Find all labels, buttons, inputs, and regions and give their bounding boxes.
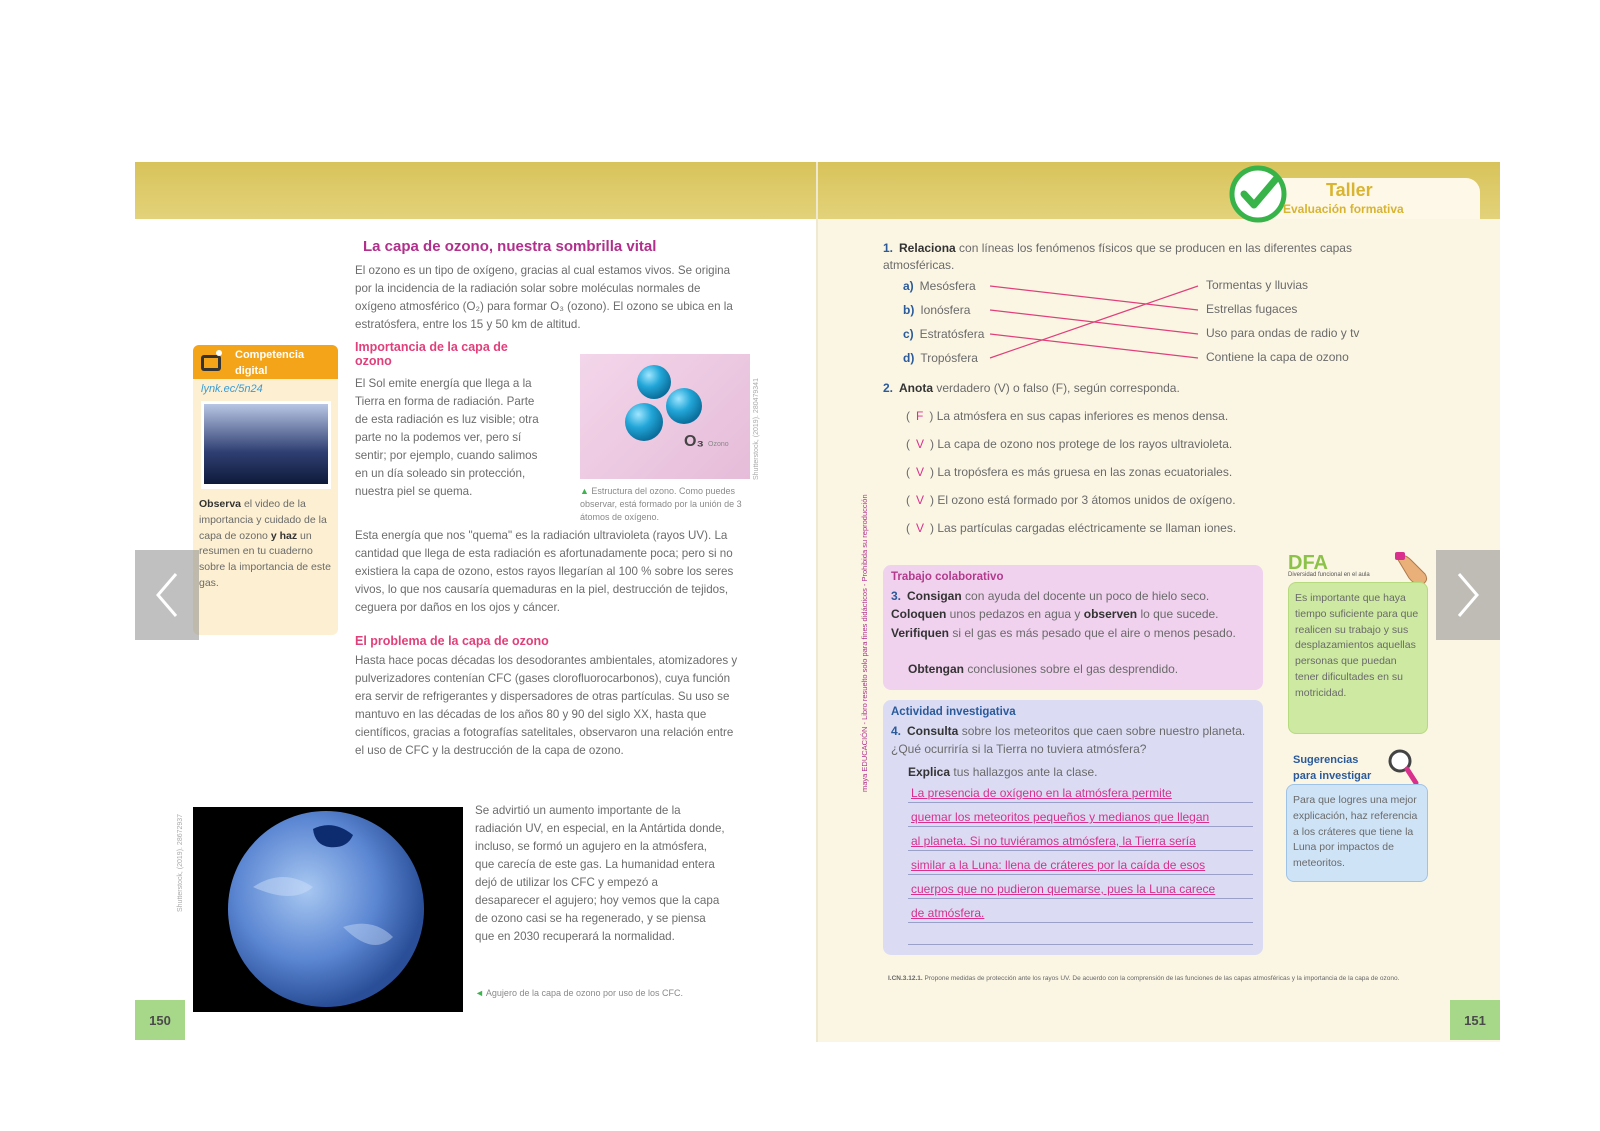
page-number-left: 150	[135, 1000, 185, 1040]
question-4-explain: Explica tus hallazgos ante la clase.	[908, 765, 1098, 779]
tf-item: ( V ) El ozono está formado por 3 átomos unidos de oxígeno.	[906, 493, 1236, 507]
earth-illustration	[193, 807, 463, 1012]
digital-competence-box	[193, 345, 338, 635]
section-importance-title: Importancia de la capa de ozono	[355, 340, 508, 368]
taller-subtitle: Evaluación formativa	[1283, 202, 1404, 216]
answer-rule	[908, 922, 1253, 923]
answer-rule	[908, 850, 1253, 851]
question-3: 3. Consigan con ayuda del docente un poco de hielo seco. Coloquen unos pedazos en agua y observen lo que sucede. Verifiquen si el gas es más pesado que el aire o menos pesado.	[891, 589, 1236, 640]
tf-item: ( F ) La atmósfera en sus capas inferiores es menos densa.	[906, 409, 1229, 423]
molecule-caption: ▲ Estructura del ozono. Como puedes observar, está formado por la unión de 3 átomos de oxígeno.	[580, 486, 742, 523]
section-importance-text: El Sol emite energía que llega a la Tierra en forma de radiación. Parte de esta radiación es luz visible; otra parte no la podemos ver, pero sí sentir; por ejemplo, cuando salimos en un día soleado sin protección, nuestra piel se quema.	[355, 377, 539, 498]
section-recovery-text: Se advirtió un aumento importante de la radiación UV, en especial, en la Antártida donde, incluso, se formó un agujero en la atmósfera, que carecía de este gas. La humanidad entera dejó de utilizar los CFC y empezó a desaparecer el agujero; hoy vemos que la capa de ozono casi se ha regenerado, y se piensa que en 2030 recuperará la normalidad.	[475, 804, 725, 943]
tf-item: ( V ) La capa de ozono nos protege de los rayos ultravioleta.	[906, 437, 1233, 451]
answer-line: de atmósfera.	[911, 906, 985, 920]
digital-competence-header	[193, 345, 338, 379]
research-tips-text: Para que logres una mejor explicación, haz referencia a los cráteres que tiene la Luna por impactos de meteoritos.	[1293, 794, 1418, 869]
tablet-icon	[199, 349, 225, 375]
research-activity-panel	[883, 700, 1263, 955]
dfa-box	[1288, 582, 1428, 734]
ozone-molecule-illustration	[580, 354, 750, 479]
digital-competence-title: Competencia digital	[235, 349, 305, 377]
section-problem-title: El problema de la capa de ozono	[355, 634, 549, 648]
answer-line: La presencia de oxígeno en la atmósfera permite	[911, 786, 1172, 800]
match-left-a: a) Mesósfera	[903, 279, 976, 293]
answer-rule	[908, 898, 1253, 899]
vertical-brand-notice: maya EDUCACIÓN - Libro resuelto solo para fines didácticos - Prohibida su reproducción	[860, 494, 869, 792]
match-right-1: Tormentas y lluvias	[1206, 278, 1309, 292]
research-tips-box	[1286, 784, 1428, 882]
question-4: 4. Consulta sobre los meteoritos que caen sobre nuestro planeta. ¿Qué ocurriría si la Tierra no tuviera atmósfera?	[891, 724, 1246, 757]
tf-item: ( V ) La tropósfera es más gruesa en las zonas ecuatoriales.	[906, 465, 1233, 479]
dfa-subtitle: Diversidad funcional en el aula	[1288, 572, 1370, 578]
molecule-image-credit: Shutterstock, (2019). 280479341	[753, 378, 760, 480]
matching-lines	[988, 280, 1208, 370]
page-title: La capa de ozono, nuestra sombrilla vital	[363, 238, 657, 255]
left-page	[135, 162, 817, 1042]
question-1: 1. Relaciona con líneas los fenómenos físicos que se producen en las diferentes capas atmosféricas.	[883, 241, 1352, 273]
collaborative-work-title: Trabajo colaborativo	[891, 571, 1004, 583]
video-frame	[204, 404, 328, 484]
next-page-button[interactable]	[1436, 550, 1500, 640]
ozone-molecule-image	[580, 354, 750, 479]
answer-line: quemar los meteoritos pequeños y medianos que llegan	[911, 810, 1210, 824]
molecule-formula: O₃	[684, 433, 704, 450]
answer-rule	[908, 826, 1253, 827]
digital-competence-text: Observa el video de la importancia y cuidado de la capa de ozono y haz un resumen en tu cuaderno sobre la importancia de este gas.	[199, 498, 331, 589]
header-band	[135, 162, 817, 219]
collaborative-work-panel	[883, 565, 1263, 690]
answer-line: cuerpos que no pudieron quemarse, pues la Luna carece	[911, 882, 1216, 896]
match-left-c: c) Estratósfera	[903, 327, 985, 341]
chevron-left-icon	[152, 570, 182, 620]
footnote: I.CN.3.12.1. Propone medidas de protección ante los rayos UV. De acuerdo con la comprensión de las funciones de las capas atmosféricas y la importancia de la capa de ozono.	[888, 975, 1400, 982]
video-link[interactable]: lynk.ec/5n24	[201, 383, 263, 395]
earth-image-credit: Shutterstock, (2019). 28672937	[177, 813, 184, 912]
answer-line: similar a la Luna: llena de cráteres por la caída de esos	[911, 858, 1206, 872]
question-3-conclusion: Obtengan conclusiones sobre el gas desprendido.	[908, 662, 1179, 676]
hand-pointing-icon	[1393, 550, 1433, 586]
right-page	[818, 162, 1500, 1042]
taller-title: Taller	[1326, 180, 1373, 200]
match-right-3: Uso para ondas de radio y tv	[1206, 326, 1360, 340]
match-left-d: d) Tropósfera	[903, 351, 978, 365]
triangle-icon: ◄	[475, 988, 486, 998]
triangle-icon: ▲	[580, 486, 592, 496]
page-number-right: 151	[1450, 1000, 1500, 1040]
match-right-4: Contiene la capa de ozono	[1206, 350, 1349, 364]
section-problem-text: Hasta hace pocas décadas los desodorantes ambientales, atomizadores y pulverizadores contenían CFC (gases clorofluorocarbonos), cuya función era servir de refrigerantes y dispersadores de otras partículas. Su uso se mantuvo en las décadas de los años 80 y 90 del siglo XX, hasta que científicos, gracias a fotografías satelitales, observaron una relación entre el uso de CFC y la destrucción de la capa de ozono.	[355, 654, 738, 757]
answer-rule	[908, 944, 1253, 945]
chevron-right-icon	[1453, 570, 1483, 620]
video-thumbnail[interactable]	[201, 401, 331, 489]
match-right-2: Estrellas fugaces	[1206, 302, 1298, 316]
research-tips-title: Sugerencias para investigar	[1293, 754, 1372, 782]
check-icon	[1228, 164, 1288, 224]
molecule-name: Ozono	[708, 441, 729, 448]
uv-paragraph: Esta energía que nos "quema" es la radiación ultravioleta (rayos UV). La cantidad que llega de esta radiación es afortunadamente poca; pero si no existiera la capa de ozono, estos rayos llegarían al 100 % sobre los seres vivos, lo que nos causaría quemaduras en la piel, destrucción de tejidos, ceguera por daños en los ojos y cáncer.	[355, 529, 734, 614]
research-activity-title: Actividad investigativa	[891, 706, 1016, 718]
question-2: 2. Anota verdadero (V) o falso (F), según corresponda.	[883, 381, 1180, 395]
answer-line: al planeta. Si no tuviéramos atmósfera, la Tierra sería	[911, 834, 1196, 848]
magnifier-icon	[1386, 747, 1420, 787]
previous-page-button[interactable]	[135, 550, 199, 640]
answer-rule	[908, 874, 1253, 875]
earth-caption: ◄ Agujero de la capa de ozono por uso de los CFC.	[475, 988, 684, 998]
dfa-text: Es importante que haya tiempo suficiente para que realicen su trabajo y sus desplazamientos aquellas personas que puedan tener dificultades en su motricidad.	[1295, 592, 1419, 699]
match-left-b: b) Ionósfera	[903, 303, 971, 317]
tf-item: ( V ) Las partículas cargadas eléctricamente se llaman iones.	[906, 521, 1237, 535]
intro-paragraph: El ozono es un tipo de oxígeno, gracias al cual estamos vivos. Se origina por la incidencia de la radiación solar sobre moléculas normales de oxígeno atmosférico (O₂) para formar O₃ (ozono). El ozono se ubica en la estratósfera, entre los 15 y 50 km de altitud.	[355, 264, 733, 331]
ozone-hole-earth-image	[193, 807, 463, 1012]
dfa-title: DFA	[1288, 552, 1328, 574]
answer-rule	[908, 802, 1253, 803]
book-spread	[135, 162, 1500, 1042]
